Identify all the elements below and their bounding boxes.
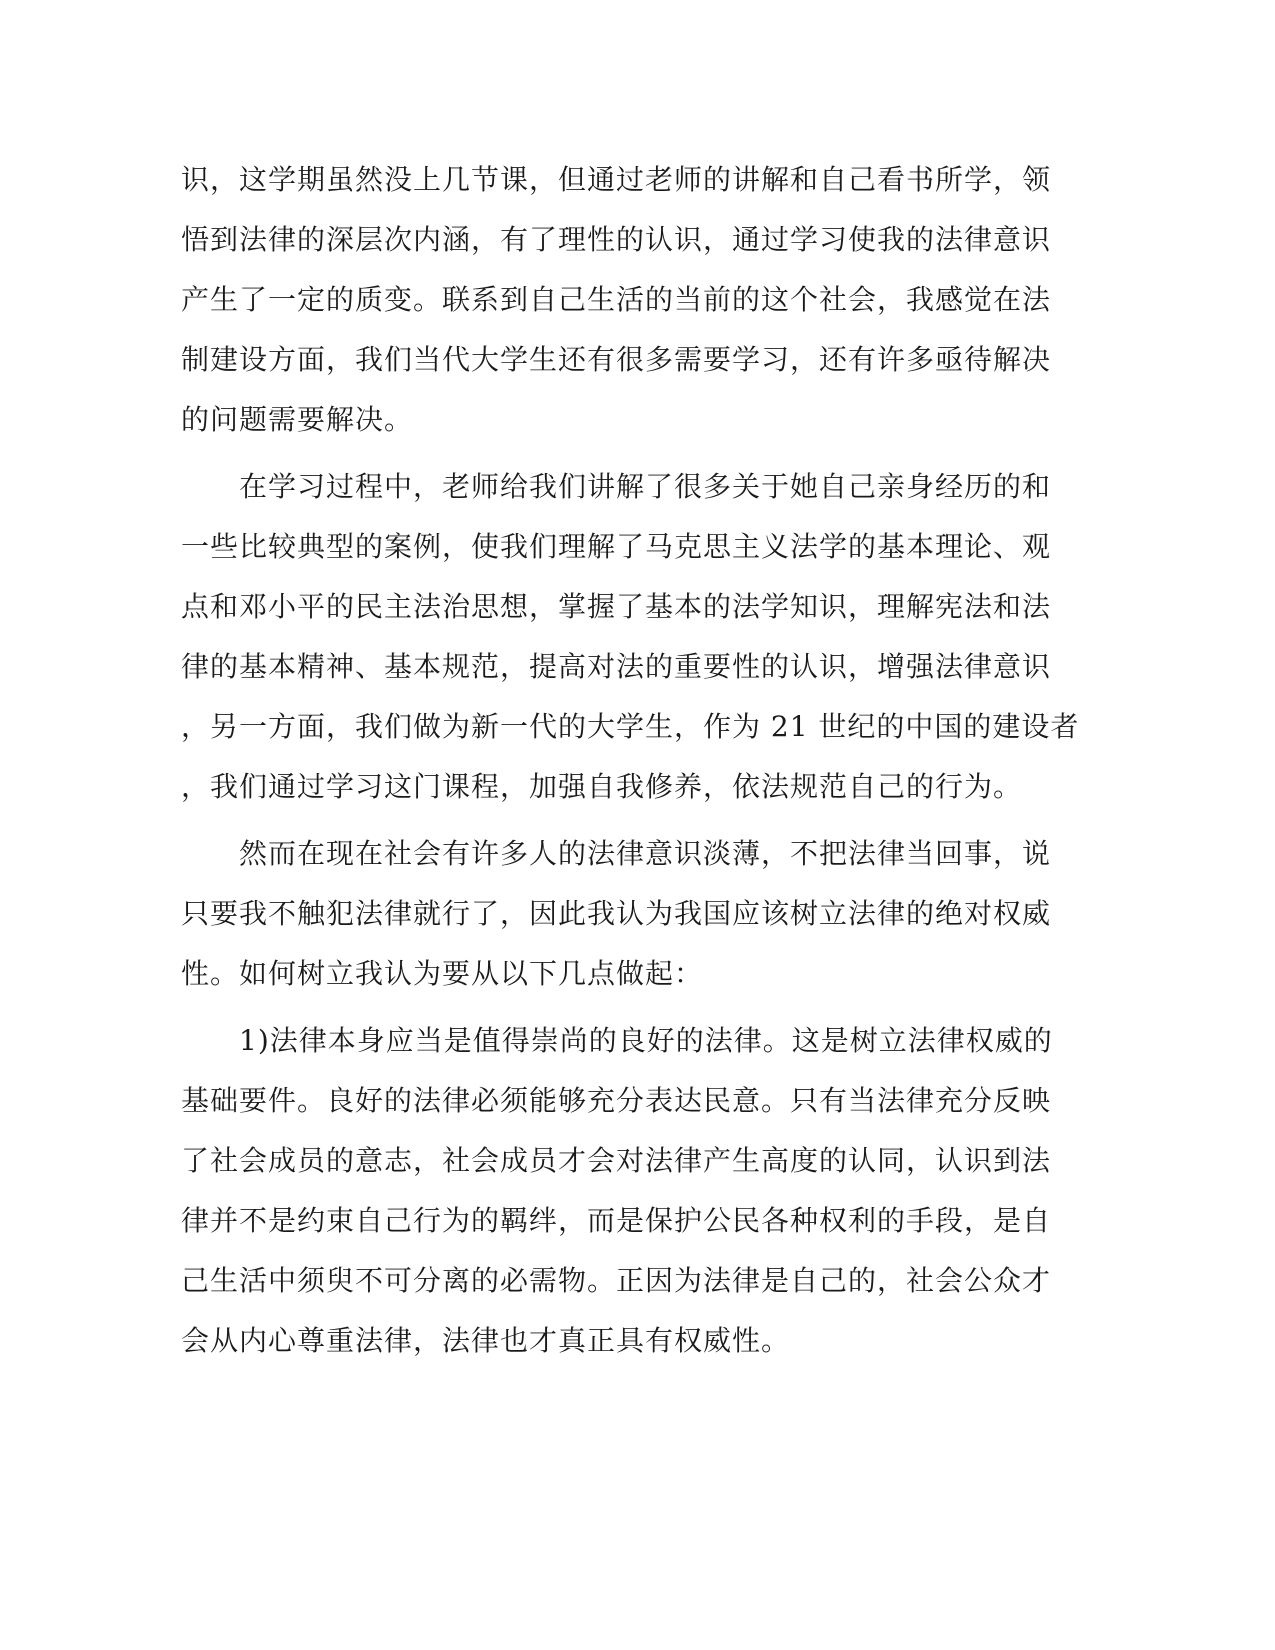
text-line: 1)法律本身应当是值得崇尚的良好的法律。这是树立法律权威的 <box>181 1024 1053 1057</box>
paragraph-4 <box>181 1011 1053 1371</box>
text-line: 点和邓小平的民主法治思想，掌握了基本的法学知识，理解宪法和法 <box>181 590 1052 623</box>
text-line: 在学习过程中，老师给我们讲解了很多关于她自己亲身经历的和 <box>181 470 1052 503</box>
text-line: 悟到法律的深层次内涵，有了理性的认识，通过学习使我的法律意识 <box>181 223 1052 256</box>
text-line: 产生了一定的质变。联系到自己生活的当前的这个社会，我感觉在法 <box>181 283 1052 316</box>
paragraph-2 <box>181 457 1080 817</box>
text-line: ，另一方面，我们做为新一代的大学生，作为 21 世纪的中国的建设者 <box>181 710 1080 743</box>
text-line: 己生活中须臾不可分离的必需物。正因为法律是自己的，社会公众才 <box>181 1264 1052 1297</box>
text-line: 了社会成员的意志，社会成员才会对法律产生高度的认同，认识到法 <box>181 1144 1052 1177</box>
text-line: 性。如何树立我认为要从以下几点做起： <box>181 957 704 990</box>
paragraph-3 <box>181 824 1052 1004</box>
text-line: 的问题需要解决。 <box>181 403 414 436</box>
text-line: 律的基本精神、基本规范，提高对法的重要性的认识，增强法律意识 <box>181 650 1052 683</box>
text-line: 会从内心尊重法律，法律也才真正具有权威性。 <box>181 1324 791 1357</box>
text-line: 只要我不触犯法律就行了，因此我认为我国应该树立法律的绝对权威 <box>181 897 1052 930</box>
text-line: 然而在现在社会有许多人的法律意识淡薄，不把法律当回事，说 <box>181 837 1052 870</box>
text-line: 一些比较典型的案例，使我们理解了马克思主义法学的基本理论、观 <box>181 530 1052 563</box>
paragraph-1 <box>181 150 1052 450</box>
text-line: 识，这学期虽然没上几节课，但通过老师的讲解和自己看书所学，领 <box>181 163 1052 196</box>
document-body <box>181 150 1080 1371</box>
text-line: 基础要件。良好的法律必须能够充分表达民意。只有当法律充分反映 <box>181 1084 1052 1117</box>
text-line: 制建设方面，我们当代大学生还有很多需要学习，还有许多亟待解决 <box>181 343 1052 376</box>
text-line: ，我们通过学习这门课程，加强自我修养，依法规范自己的行为。 <box>181 770 1023 803</box>
text-line: 律并不是约束自己行为的羁绊，而是保护公民各种权利的手段，是自 <box>181 1204 1052 1237</box>
